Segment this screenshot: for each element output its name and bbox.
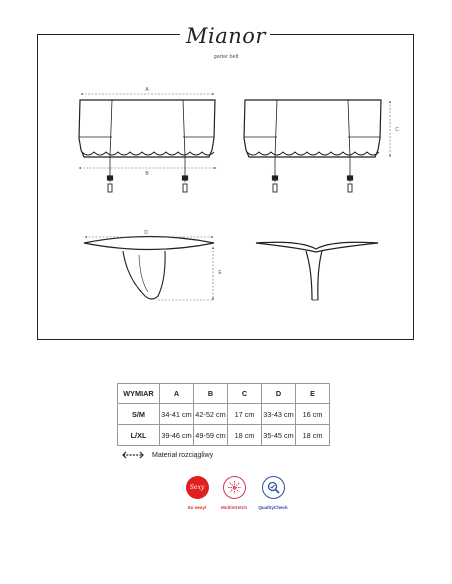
table-cell: 18 cm <box>228 425 262 446</box>
garter-belt-front <box>79 100 215 192</box>
badge-caption: QualityCheck <box>258 505 288 510</box>
dimension-e-label: E <box>218 270 222 276</box>
table-cell: 18 cm <box>296 425 330 446</box>
size-table-header <box>118 384 330 404</box>
stretch-arrow-icon <box>121 450 145 460</box>
header-d: D <box>262 384 296 404</box>
size-table <box>117 383 330 446</box>
badge-caption: So sexy! <box>187 505 207 510</box>
header-e: E <box>296 384 330 404</box>
dimension-e <box>158 247 222 300</box>
dimension-b <box>79 168 216 177</box>
thong-back <box>256 242 378 300</box>
header-a: A <box>160 384 194 404</box>
dimension-c <box>390 101 399 157</box>
stretch-legend <box>121 449 213 461</box>
dimension-b-label: B <box>145 171 149 177</box>
header-c: C <box>228 384 262 404</box>
table-row <box>118 425 330 446</box>
table-cell: 35-45 cm <box>262 425 296 446</box>
size-label: S/M <box>118 404 160 425</box>
badge-caption: Multistretch <box>220 505 248 510</box>
table-cell: 39-46 cm <box>160 425 194 446</box>
brand-logo: Mianor <box>186 24 266 48</box>
stretch-label: Materiał rozciągliwy <box>152 451 214 459</box>
dimension-d-label: D <box>144 230 148 236</box>
size-label: L/XL <box>118 425 160 446</box>
so-sexy-icon: Sexy <box>186 476 209 499</box>
table-cell: 33-43 cm <box>262 404 296 425</box>
quality-check-icon <box>262 476 285 499</box>
table-cell: 17 cm <box>228 404 262 425</box>
table-row <box>118 404 330 425</box>
badge-quality-check <box>243 476 303 510</box>
header-b: B <box>194 384 228 404</box>
dimension-c-label: C <box>395 127 399 133</box>
table-cell: 16 cm <box>296 404 330 425</box>
thong-front <box>84 237 214 300</box>
header-wymiar: WYMIAR <box>118 384 160 404</box>
feature-badges <box>0 476 452 526</box>
table-cell: 34-41 cm <box>160 404 194 425</box>
dimension-a-label: A <box>145 87 149 93</box>
table-cell: 42-52 cm <box>194 404 228 425</box>
dimension-a <box>81 87 214 94</box>
garter-belt-back <box>244 100 381 192</box>
table-cell: 49-59 cm <box>194 425 228 446</box>
product-subtitle: garter belt <box>213 54 239 60</box>
